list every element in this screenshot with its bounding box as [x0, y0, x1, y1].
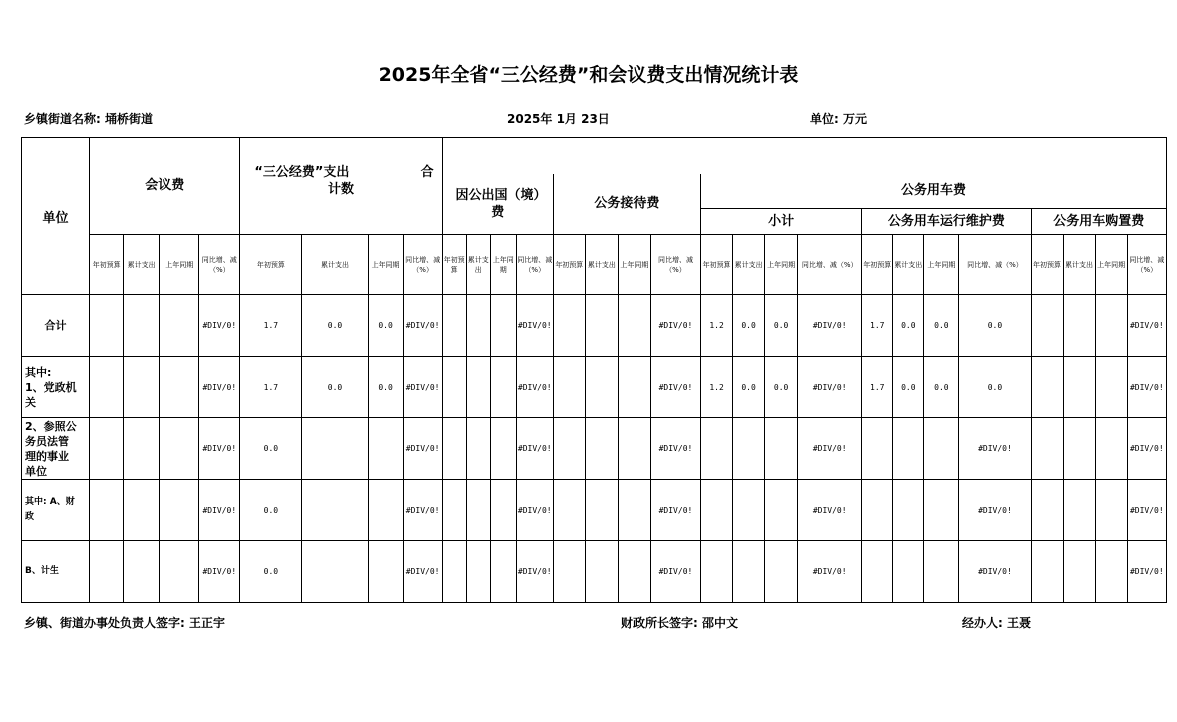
table-cell: [160, 479, 199, 541]
table-cell: #DIV/0!: [798, 356, 862, 418]
table-cell: [924, 541, 959, 603]
table-cell: [302, 541, 368, 603]
unit-name-label: 乡镇街道名称:: [24, 112, 101, 126]
page-title: 2025年全省“三公经费”和会议费支出情况统计表: [378, 64, 799, 86]
table-cell: [618, 356, 650, 418]
table-cell: 0.0: [924, 295, 959, 357]
subheader-sangong-total-cumulative-spend: 累计支出: [302, 234, 368, 295]
row-label-line: 政: [25, 512, 35, 523]
table-cell: [124, 541, 160, 603]
table-cell: #DIV/0!: [403, 541, 442, 603]
handler-signature-label: 经办人:: [962, 616, 1003, 630]
table-cell: [1095, 295, 1127, 357]
table-cell: #DIV/0!: [1127, 356, 1166, 418]
header-vehicle-purchase: 公务用车购置费: [1031, 208, 1167, 234]
subheader-sangong-total-budget: 年初预算: [240, 234, 302, 295]
table-cell: [862, 541, 893, 603]
table-cell: [1031, 295, 1063, 357]
table-cell: [733, 541, 765, 603]
finance-signature: [621, 614, 738, 631]
table-cell: 1.7: [240, 295, 302, 357]
row-label-line: B、计生: [25, 566, 59, 577]
table-cell: [765, 418, 798, 480]
table-cell: 0.0: [302, 356, 368, 418]
subheader-meeting-cumulative-spend: 累计支出: [124, 234, 160, 295]
table-cell: [490, 541, 516, 603]
table-cell: [862, 479, 893, 541]
table-cell: [466, 295, 490, 357]
table-cell: #DIV/0!: [199, 479, 240, 541]
table-cell: [466, 479, 490, 541]
header-vehicle-fee: 公务用车费: [701, 174, 1167, 208]
table-cell: [490, 356, 516, 418]
subheader-vehicle-purchase-same-period-last-year: 上年同期: [1095, 234, 1127, 295]
subheader-vehicle-operation-cumulative-spend: 累计支出: [893, 234, 924, 295]
table-cell: [124, 356, 160, 418]
table-cell: 1.2: [701, 295, 733, 357]
table-cell: [442, 295, 466, 357]
table-cell: [733, 479, 765, 541]
table-cell: #DIV/0!: [199, 541, 240, 603]
table-cell: 0.0: [924, 356, 959, 418]
table-cell: #DIV/0!: [959, 479, 1031, 541]
table-cell: #DIV/0!: [1127, 479, 1166, 541]
table-cell: #DIV/0!: [199, 295, 240, 357]
subheader-meeting-yoy-change: 同比增、减（%）: [199, 234, 240, 295]
table-cell: 0.0: [302, 295, 368, 357]
row-label-line: 理的事业: [25, 449, 69, 463]
table-cell: [466, 541, 490, 603]
table-cell: [490, 479, 516, 541]
table-cell: 0.0: [240, 541, 302, 603]
table-cell: #DIV/0!: [959, 418, 1031, 480]
table-cell: [90, 479, 124, 541]
table-cell: [618, 479, 650, 541]
table-cell: #DIV/0!: [516, 418, 553, 480]
row-label: [22, 356, 90, 418]
table-row: [22, 356, 1167, 418]
header-abroad-fee: [442, 174, 553, 235]
table-cell: [90, 418, 124, 480]
table-cell: [862, 418, 893, 480]
table-cell: #DIV/0!: [516, 356, 553, 418]
row-label-line: 务员法管: [25, 434, 69, 448]
table-cell: [368, 541, 403, 603]
table-cell: [368, 418, 403, 480]
unit-label: 单位:: [810, 112, 839, 126]
table-cell: 1.7: [862, 295, 893, 357]
table-cell: [124, 418, 160, 480]
table-row: [22, 295, 1167, 357]
table-cell: 0.0: [893, 295, 924, 357]
subheader-vehicle-subtotal-budget: 年初预算: [701, 234, 733, 295]
table-cell: #DIV/0!: [798, 295, 862, 357]
subheader-vehicle-operation-same-period-last-year: 上年同期: [924, 234, 959, 295]
table-cell: [442, 479, 466, 541]
table-cell: #DIV/0!: [516, 295, 553, 357]
table-cell: 0.0: [240, 418, 302, 480]
header-reception-fee: 公务接待费: [553, 174, 700, 235]
table-cell: [442, 418, 466, 480]
subheader-reception-same-period-last-year: 上年同期: [618, 234, 650, 295]
header-unit: 单位: [22, 138, 90, 295]
subheader-sangong-total-same-period-last-year: 上年同期: [368, 234, 403, 295]
table-cell: [924, 479, 959, 541]
table-cell: [1063, 356, 1095, 418]
table-cell: [490, 418, 516, 480]
table-cell: [553, 541, 585, 603]
table-cell: [1095, 541, 1127, 603]
table-cell: #DIV/0!: [650, 295, 700, 357]
unit-name-value: 埇桥街道: [105, 112, 154, 126]
table-row: [22, 418, 1167, 480]
finance-signature-name: 邵中文: [702, 616, 739, 630]
table-cell: #DIV/0!: [650, 418, 700, 480]
header-top-blank: [442, 138, 1166, 174]
table-cell: 0.0: [368, 295, 403, 357]
table-cell: 0.0: [733, 356, 765, 418]
table-cell: [924, 418, 959, 480]
table-cell: [302, 418, 368, 480]
table-cell: [585, 418, 618, 480]
table-cell: [701, 479, 733, 541]
subheader-reception-budget: 年初预算: [553, 234, 585, 295]
subheader-sangong-total-yoy-change: 同比增、减（%）: [403, 234, 442, 295]
row-label: [22, 479, 90, 541]
table-cell: #DIV/0!: [650, 479, 700, 541]
table-cell: [765, 479, 798, 541]
row-label-line: 合计: [44, 319, 67, 333]
table-cell: 0.0: [765, 356, 798, 418]
table-cell: #DIV/0!: [959, 541, 1031, 603]
table-cell: #DIV/0!: [403, 418, 442, 480]
header-sangong-total: [240, 138, 442, 235]
subheader-vehicle-purchase-cumulative-spend: 累计支出: [1063, 234, 1095, 295]
table-cell: #DIV/0!: [798, 541, 862, 603]
subheader-vehicle-subtotal-same-period-last-year: 上年同期: [765, 234, 798, 295]
table-cell: [733, 418, 765, 480]
row-label: [22, 295, 90, 357]
table-cell: 0.0: [959, 295, 1031, 357]
subheader-meeting-budget: 年初预算: [90, 234, 124, 295]
table-cell: [585, 541, 618, 603]
table-cell: [90, 295, 124, 357]
table-cell: [90, 356, 124, 418]
row-label: [22, 541, 90, 603]
table-cell: [553, 479, 585, 541]
subheader-vehicle-subtotal-cumulative-spend: 累计支出: [733, 234, 765, 295]
table-cell: [124, 295, 160, 357]
table-cell: [618, 541, 650, 603]
table-cell: [1095, 479, 1127, 541]
table-cell: [90, 541, 124, 603]
unit-value: 万元: [843, 112, 868, 126]
header-sangong-total-he: 合: [420, 164, 434, 180]
header-vehicle-operation: 公务用车运行维护费: [862, 208, 1031, 234]
subheader-abroad-budget: 年初预算: [442, 234, 466, 295]
table-cell: #DIV/0!: [1127, 541, 1166, 603]
table-cell: 0.0: [733, 295, 765, 357]
subheader-abroad-cumulative-spend: 累计支出: [466, 234, 490, 295]
subheader-vehicle-subtotal-yoy-change: 同比增、减（%）: [798, 234, 862, 295]
table-cell: #DIV/0!: [403, 479, 442, 541]
subheader-vehicle-purchase-yoy-change: 同比增、减（%）: [1127, 234, 1166, 295]
table-cell: #DIV/0!: [516, 479, 553, 541]
table-cell: [1063, 541, 1095, 603]
table-cell: #DIV/0!: [516, 541, 553, 603]
row-label-line: 关: [25, 395, 36, 409]
table-cell: #DIV/0!: [199, 418, 240, 480]
table-cell: [1095, 356, 1127, 418]
table-cell: [368, 479, 403, 541]
table-cell: #DIV/0!: [650, 356, 700, 418]
table-cell: [160, 418, 199, 480]
header-vehicle-subtotal: 小计: [701, 208, 862, 234]
leader-signature-name: 王正宇: [189, 616, 226, 630]
subheader-abroad-same-period-last-year: 上年同期: [490, 234, 516, 295]
table-cell: [701, 418, 733, 480]
table-cell: [553, 356, 585, 418]
table-cell: [893, 541, 924, 603]
table-cell: [1031, 418, 1063, 480]
subheader-vehicle-operation-yoy-change: 同比增、减（%）: [959, 234, 1031, 295]
subheader-reception-yoy-change: 同比增、减（%）: [650, 234, 700, 295]
table-cell: 0.0: [368, 356, 403, 418]
table-cell: [1031, 356, 1063, 418]
leader-signature: [24, 614, 225, 631]
table-cell: [893, 418, 924, 480]
subheader-reception-cumulative-spend: 累计支出: [585, 234, 618, 295]
table-cell: [1063, 295, 1095, 357]
table-cell: [585, 479, 618, 541]
subheader-abroad-yoy-change: 同比增、减（%）: [516, 234, 553, 295]
table-cell: [1031, 479, 1063, 541]
table-cell: [1063, 479, 1095, 541]
leader-signature-label: 乡镇、街道办事处负责人签字:: [24, 616, 185, 630]
table-cell: 1.7: [862, 356, 893, 418]
table-cell: #DIV/0!: [403, 295, 442, 357]
table-cell: [160, 541, 199, 603]
table-cell: [585, 295, 618, 357]
table-row: [22, 479, 1167, 541]
table-cell: [1031, 541, 1063, 603]
subheader-vehicle-purchase-budget: 年初预算: [1031, 234, 1063, 295]
table-cell: [466, 356, 490, 418]
table-cell: [124, 479, 160, 541]
unit-of-measure: [810, 110, 867, 127]
row-label: [22, 418, 90, 480]
header-sangong-total-line1: “三公经费”支出: [254, 164, 350, 180]
finance-signature-label: 财政所长签字:: [621, 616, 698, 630]
table-cell: 1.2: [701, 356, 733, 418]
table-cell: #DIV/0!: [650, 541, 700, 603]
statistics-table: [21, 137, 1167, 603]
table-cell: [701, 541, 733, 603]
subheader-meeting-same-period-last-year: 上年同期: [160, 234, 199, 295]
table-cell: 0.0: [893, 356, 924, 418]
table-cell: 0.0: [765, 295, 798, 357]
table-cell: #DIV/0!: [1127, 295, 1166, 357]
table-row: [22, 541, 1167, 603]
row-label-line: 其中:: [25, 365, 52, 379]
table-cell: [490, 295, 516, 357]
table-cell: 0.0: [959, 356, 1031, 418]
table-cell: 0.0: [240, 479, 302, 541]
table-cell: [302, 479, 368, 541]
table-cell: [1095, 418, 1127, 480]
table-cell: #DIV/0!: [403, 356, 442, 418]
table-cell: [765, 541, 798, 603]
table-cell: [893, 479, 924, 541]
table-cell: [618, 418, 650, 480]
row-label-line: 其中: A、财: [25, 497, 75, 508]
table-cell: [1063, 418, 1095, 480]
table-cell: 1.7: [240, 356, 302, 418]
table-cell: [618, 295, 650, 357]
table-cell: [442, 356, 466, 418]
table-cell: #DIV/0!: [798, 479, 862, 541]
table-cell: [553, 295, 585, 357]
table-cell: #DIV/0!: [199, 356, 240, 418]
table-cell: [466, 418, 490, 480]
table-cell: [585, 356, 618, 418]
row-label-line: 2、参照公: [25, 419, 77, 433]
handler-signature: [962, 614, 1031, 631]
table-cell: [160, 356, 199, 418]
header-abroad-fee-text: 因公出国（境）费: [455, 187, 540, 220]
unit-name-info: [24, 110, 153, 127]
subheader-vehicle-operation-budget: 年初预算: [862, 234, 893, 295]
table-cell: [553, 418, 585, 480]
table-cell: [442, 541, 466, 603]
report-date: 2025年 1月 23日: [507, 112, 610, 126]
table-cell: #DIV/0!: [798, 418, 862, 480]
table-cell: #DIV/0!: [1127, 418, 1166, 480]
header-sangong-total-line2: 计数: [327, 181, 354, 197]
header-meeting-fee: 会议费: [90, 138, 240, 235]
handler-signature-name: 王聂: [1007, 616, 1032, 630]
row-label-line: 1、党政机: [25, 380, 77, 394]
table-cell: [160, 295, 199, 357]
row-label-line: 单位: [25, 464, 47, 478]
